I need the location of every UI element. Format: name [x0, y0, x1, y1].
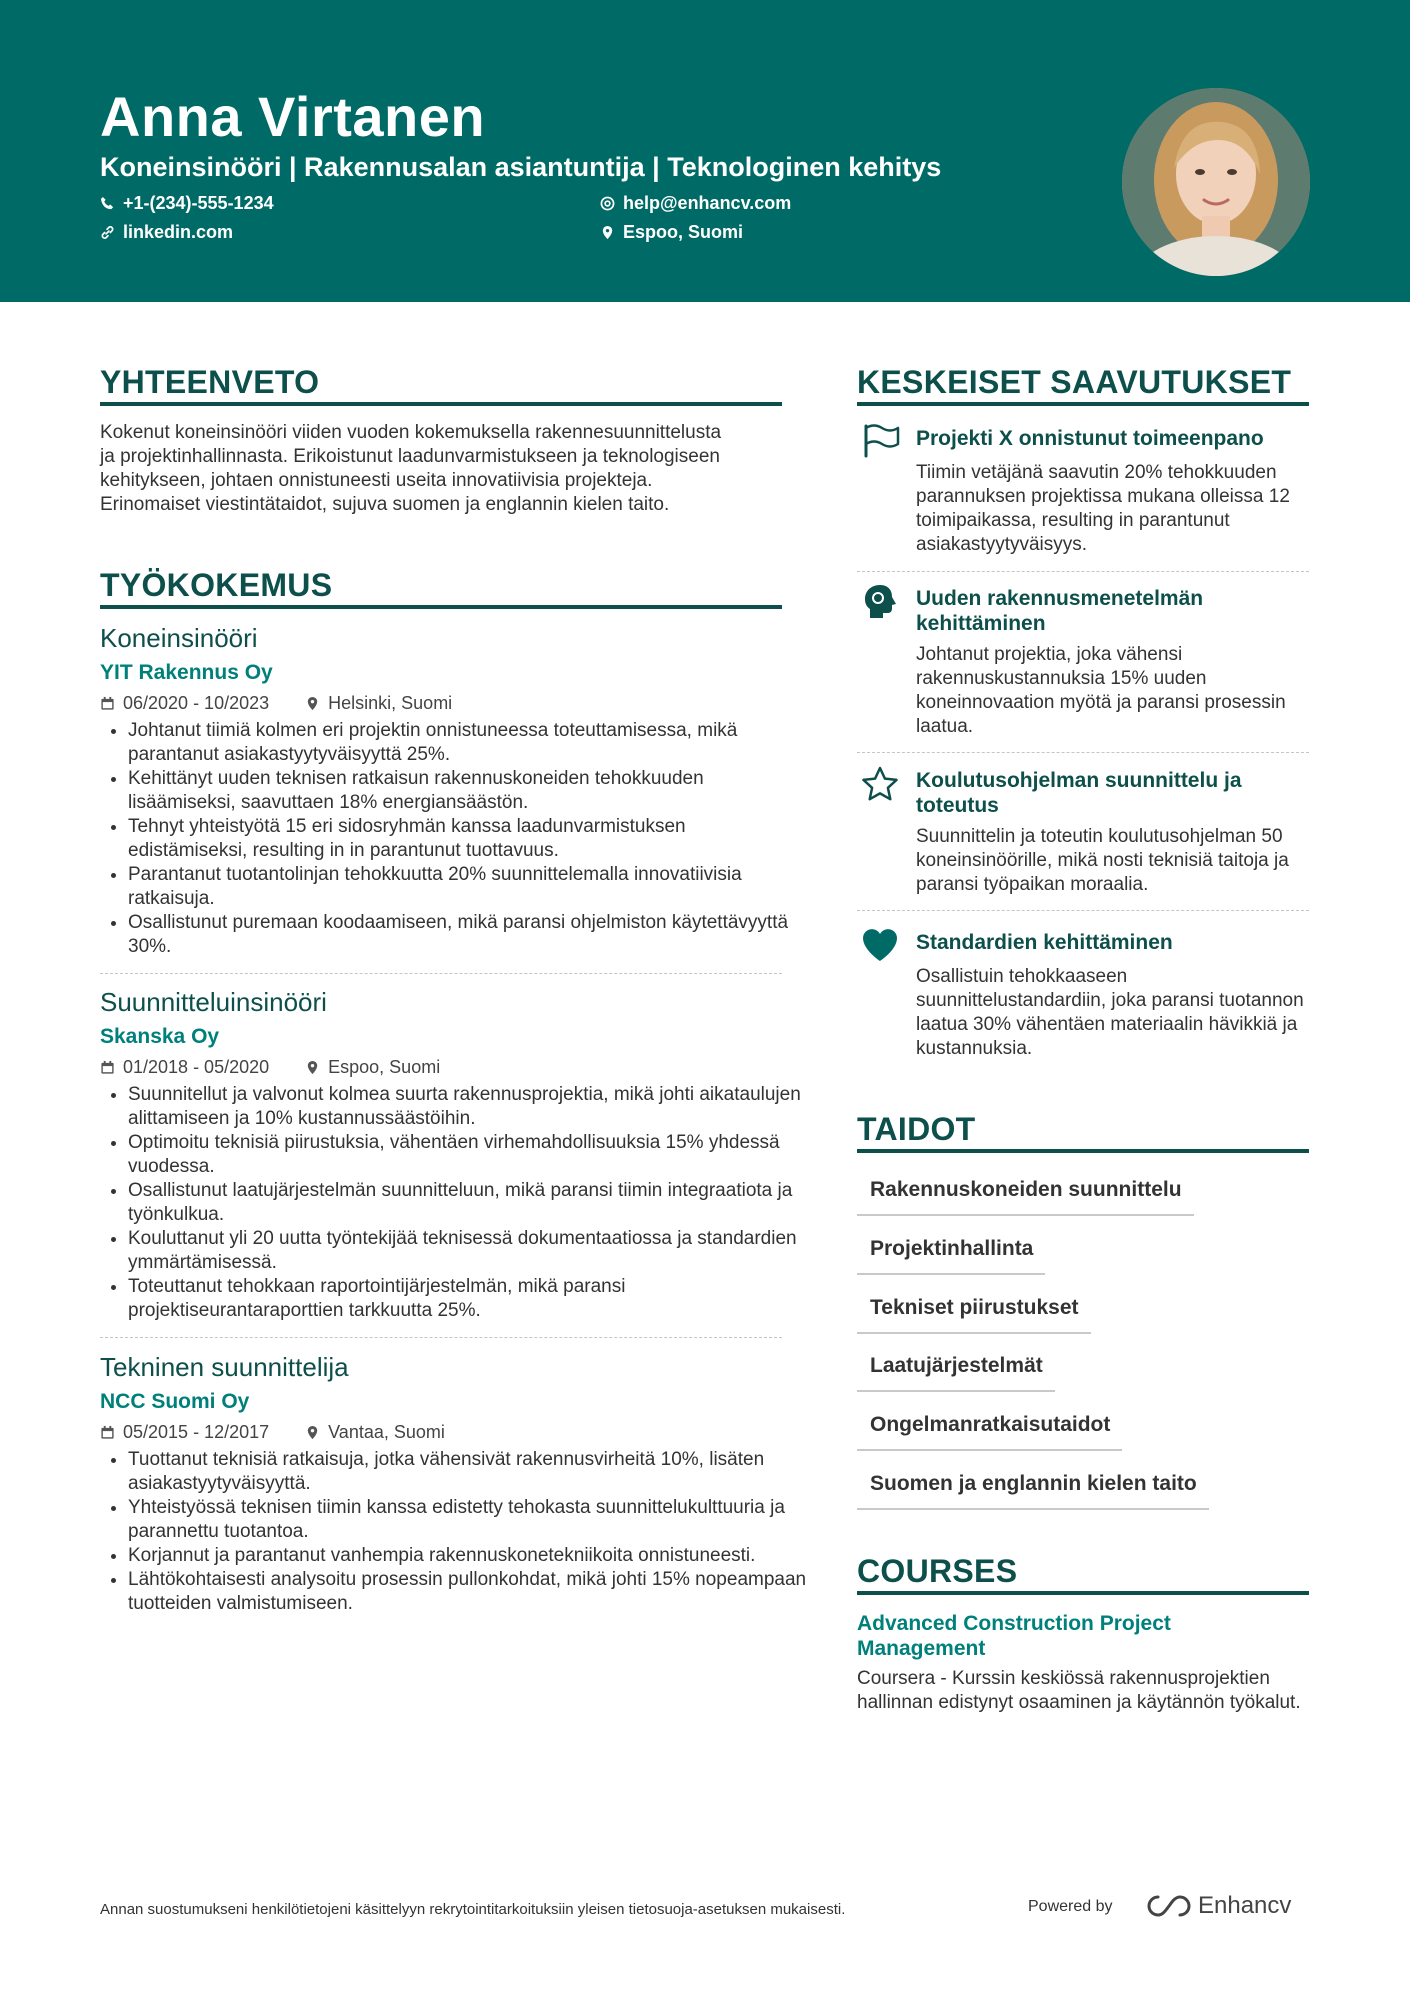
job-bullet: • Parantanut tuotantolinjan tehokkuutta 20% suunnittelemalla innovatiivisia ratkaisuja. — [128, 863, 808, 911]
achievement-title: Standardien kehittäminen — [916, 931, 1173, 954]
heart-icon — [860, 925, 900, 965]
job-bullet: • Kouluttanut yli 20 uutta työntekijää teknisessä dokumentaatiossa ja standardien ymmärtämisessä. — [128, 1227, 808, 1275]
flag-icon — [860, 420, 900, 460]
candidate-title: Koneinsinööri | Rakennusalan asiantuntija | Teknologinen kehitys — [100, 152, 942, 182]
job-location: Espoo, Suomi — [328, 1057, 441, 1077]
achievement-description: Osallistuin tehokkaaseen suunnittelustandardiin, joka paransi tuotannon laatua 30% vähentäen materiaalin hävikkiä ja kustannuksia. — [916, 966, 1304, 1059]
job-meta — [100, 1057, 440, 1078]
summary-line: Erinomaiset viestintätaidot, sujuva suomen ja englannin kielen taito. — [100, 494, 670, 515]
location-pin-icon — [305, 696, 320, 711]
job-bullet: • Tuottanut teknisiä ratkaisuja, jotka vähensivät rakennusvirheitä 10%, lisäten asiakastyytyväisyyttä. — [128, 1448, 808, 1496]
linkedin-text: linkedin.com — [123, 222, 234, 242]
job-bullet: • Toteuttanut tehokkaan raportointijärjestelmän, mikä paransi projektiseurantaraporttien tarkkuutta 25%. — [128, 1275, 808, 1323]
job-meta — [100, 1422, 445, 1443]
courses-heading: COURSES — [857, 1553, 1018, 1589]
location-pin-icon — [600, 225, 615, 240]
job-bullet: • Optimoitu teknisiä piirustuksia, vähentäen virhemahdollisuuksia 15% yhdessä vuodessa. — [128, 1131, 808, 1179]
courses-rule — [857, 1591, 1309, 1595]
email-text: help@enhancv.com — [623, 193, 792, 213]
summary-rule — [100, 402, 782, 406]
summary-line: kehitykseen, johtaen onnistuneesti useita innovatiivisia projekteja. — [100, 470, 653, 491]
summary-line: ja projektinhallinnasta. Erikoistunut laadunvarmistukseen ja teknologiseen — [100, 446, 720, 467]
star-icon — [860, 764, 900, 804]
job-bullet: • Yhteistyössä teknisen tiimin kanssa edistetty tehokasta suunnittelukulttuuria ja parannettu tuotantoa. — [128, 1496, 808, 1544]
calendar-icon — [100, 1425, 115, 1440]
phone-text: +1-(234)-555-1234 — [123, 193, 274, 213]
experience-heading: TYÖKOKEMUS — [100, 567, 333, 603]
email-contact[interactable] — [600, 193, 791, 214]
job-divider — [100, 973, 782, 974]
enhancv-logo[interactable] — [1146, 1892, 1291, 1920]
achievement-title: Koulutusohjelman suunnittelu ja toteutus — [916, 769, 1242, 817]
job-bullet: • Lähtökohtaisesti analysoitu prosessin pullonkohdat, mikä johti 15% nopeampaan tuotteiden valmistumiseen. — [128, 1568, 808, 1616]
achievements-heading: KESKEISET SAAVUTUKSET — [857, 364, 1292, 400]
achievement-divider — [857, 571, 1309, 572]
enhancv-logo-icon — [1146, 1893, 1192, 1919]
skill-item: Laatujärjestelmät — [857, 1354, 1055, 1392]
phone-contact[interactable] — [100, 193, 274, 214]
job-bullets — [100, 1448, 808, 1616]
job-meta — [100, 693, 452, 714]
location-text: Espoo, Suomi — [623, 222, 744, 242]
skills-rule — [857, 1149, 1309, 1153]
job-bullets — [100, 1083, 808, 1323]
skill-item: Tekniset piirustukset — [857, 1296, 1091, 1334]
experience-rule — [100, 605, 782, 609]
job-company: Skanska Oy — [100, 1025, 220, 1048]
linkedin-contact[interactable] — [100, 222, 233, 243]
job-bullet: • Korjannut ja parantanut vanhempia rakennuskonetekniikoita onnistuneesti. — [128, 1544, 808, 1568]
course-title: Advanced Construction Project Management — [857, 1612, 1171, 1660]
job-bullet: • Kehittänyt uuden teknisen ratkaisun rakennuskoneiden tehokkuuden lisäämiseksi, saavuttaen 18% energiansäästön. — [128, 767, 808, 815]
skill-item: Rakennuskoneiden suunnittelu — [857, 1178, 1194, 1216]
achievement-description: Johtanut projektia, joka vähensi rakennuskustannuksia 15% uuden koneinnovaation myötä ja paransi prosessin laatua. — [916, 644, 1286, 737]
location-pin-icon — [305, 1425, 320, 1440]
achievement-description: Tiimin vetäjänä saavutin 20% tehokkuuden parannuksen projektissa mukana olleissa 12 toimipaikassa, resulting in parantunut asiakastyytyväisyys. — [916, 462, 1290, 555]
skill-item: Ongelmanratkaisutaidot — [857, 1413, 1122, 1451]
job-divider — [100, 1337, 782, 1338]
powered-by-label: Powered by — [1028, 1898, 1113, 1915]
location-contact — [600, 222, 743, 243]
job-title: Koneinsinööri — [100, 623, 258, 653]
job-location: Vantaa, Suomi — [328, 1422, 445, 1442]
achievement-title: Projekti X onnistunut toimeenpano — [916, 427, 1264, 450]
location-pin-icon — [305, 1060, 320, 1075]
avatar-illustration — [1122, 88, 1310, 276]
achievement-description: Suunnittelin ja toteutin koulutusohjelman 50 koneinsinöörille, mikä nosti teknisiä taitoja ja paransi työpaikan moraalia. — [916, 826, 1289, 895]
summary-heading: YHTEENVETO — [100, 364, 320, 400]
job-title: Suunnitteluinsinööri — [100, 987, 327, 1017]
achievement-title: Uuden rakennusmenetelmän kehittäminen — [916, 587, 1204, 635]
job-bullet: • Osallistunut laatujärjestelmän suunnitteluun, mikä paransi tiimin integraatiota ja työnkulkua. — [128, 1179, 808, 1227]
skills-heading: TAIDOT — [857, 1111, 976, 1147]
job-bullet: • Johtanut tiimiä kolmen eri projektin onnistuneessa toteuttamisessa, mikä parantanut asiakastyytyväisyyttä 25%. — [128, 719, 808, 767]
candidate-name: Anna Virtanen — [100, 85, 486, 148]
enhancv-brand-text: Enhancv — [1198, 1892, 1292, 1919]
calendar-icon — [100, 696, 115, 711]
job-dates: 05/2015 - 12/2017 — [123, 1422, 270, 1442]
achievement-divider — [857, 752, 1309, 753]
job-dates: 06/2020 - 10/2023 — [123, 693, 270, 713]
calendar-icon — [100, 1060, 115, 1075]
header-banner — [0, 0, 1410, 302]
job-company: YIT Rakennus Oy — [100, 661, 273, 684]
job-bullets — [100, 719, 808, 959]
job-bullet: • Tehnyt yhteistyötä 15 eri sidosryhmän kanssa laadunvarmistuksen edistämiseksi, resulting in in parantunut tuottavuus. — [128, 815, 808, 863]
summary-text — [100, 421, 790, 517]
consent-text: Annan suostumukseni henkilötietojeni käsittelyyn rekrytointitarkoituksiin yleisen tietosuoja-asetuksen mukaisesti. — [100, 1901, 846, 1918]
job-title: Tekninen suunnittelija — [100, 1352, 349, 1382]
course-description: Coursera - Kurssin keskiössä rakennusprojektien hallinnan edistynyt osaaminen ja käytännön työkalut. — [857, 1668, 1301, 1713]
link-icon — [100, 225, 115, 240]
job-location: Helsinki, Suomi — [328, 693, 453, 713]
summary-line: Kokenut koneinsinööri viiden vuoden kokemuksella rakennesuunnittelusta — [100, 422, 722, 443]
job-dates: 01/2018 - 05/2020 — [123, 1057, 270, 1077]
achievements-rule — [857, 402, 1309, 406]
job-company: NCC Suomi Oy — [100, 1390, 250, 1413]
phone-icon — [100, 196, 115, 211]
skill-item: Projektinhallinta — [857, 1237, 1045, 1275]
at-icon — [600, 196, 615, 211]
achievement-divider — [857, 910, 1309, 911]
job-bullet: • Suunnitellut ja valvonut kolmea suurta rakennusprojektia, mikä johti aikataulujen alittamiseen ja 10% kustannussäästöihin. — [128, 1083, 808, 1131]
head-icon — [860, 582, 900, 622]
skill-item: Suomen ja englannin kielen taito — [857, 1472, 1209, 1510]
job-bullet: • Osallistunut puremaan koodaamiseen, mikä paransi ohjelmiston käytettävyyttä 30%. — [128, 911, 808, 959]
profile-photo — [1122, 88, 1310, 276]
